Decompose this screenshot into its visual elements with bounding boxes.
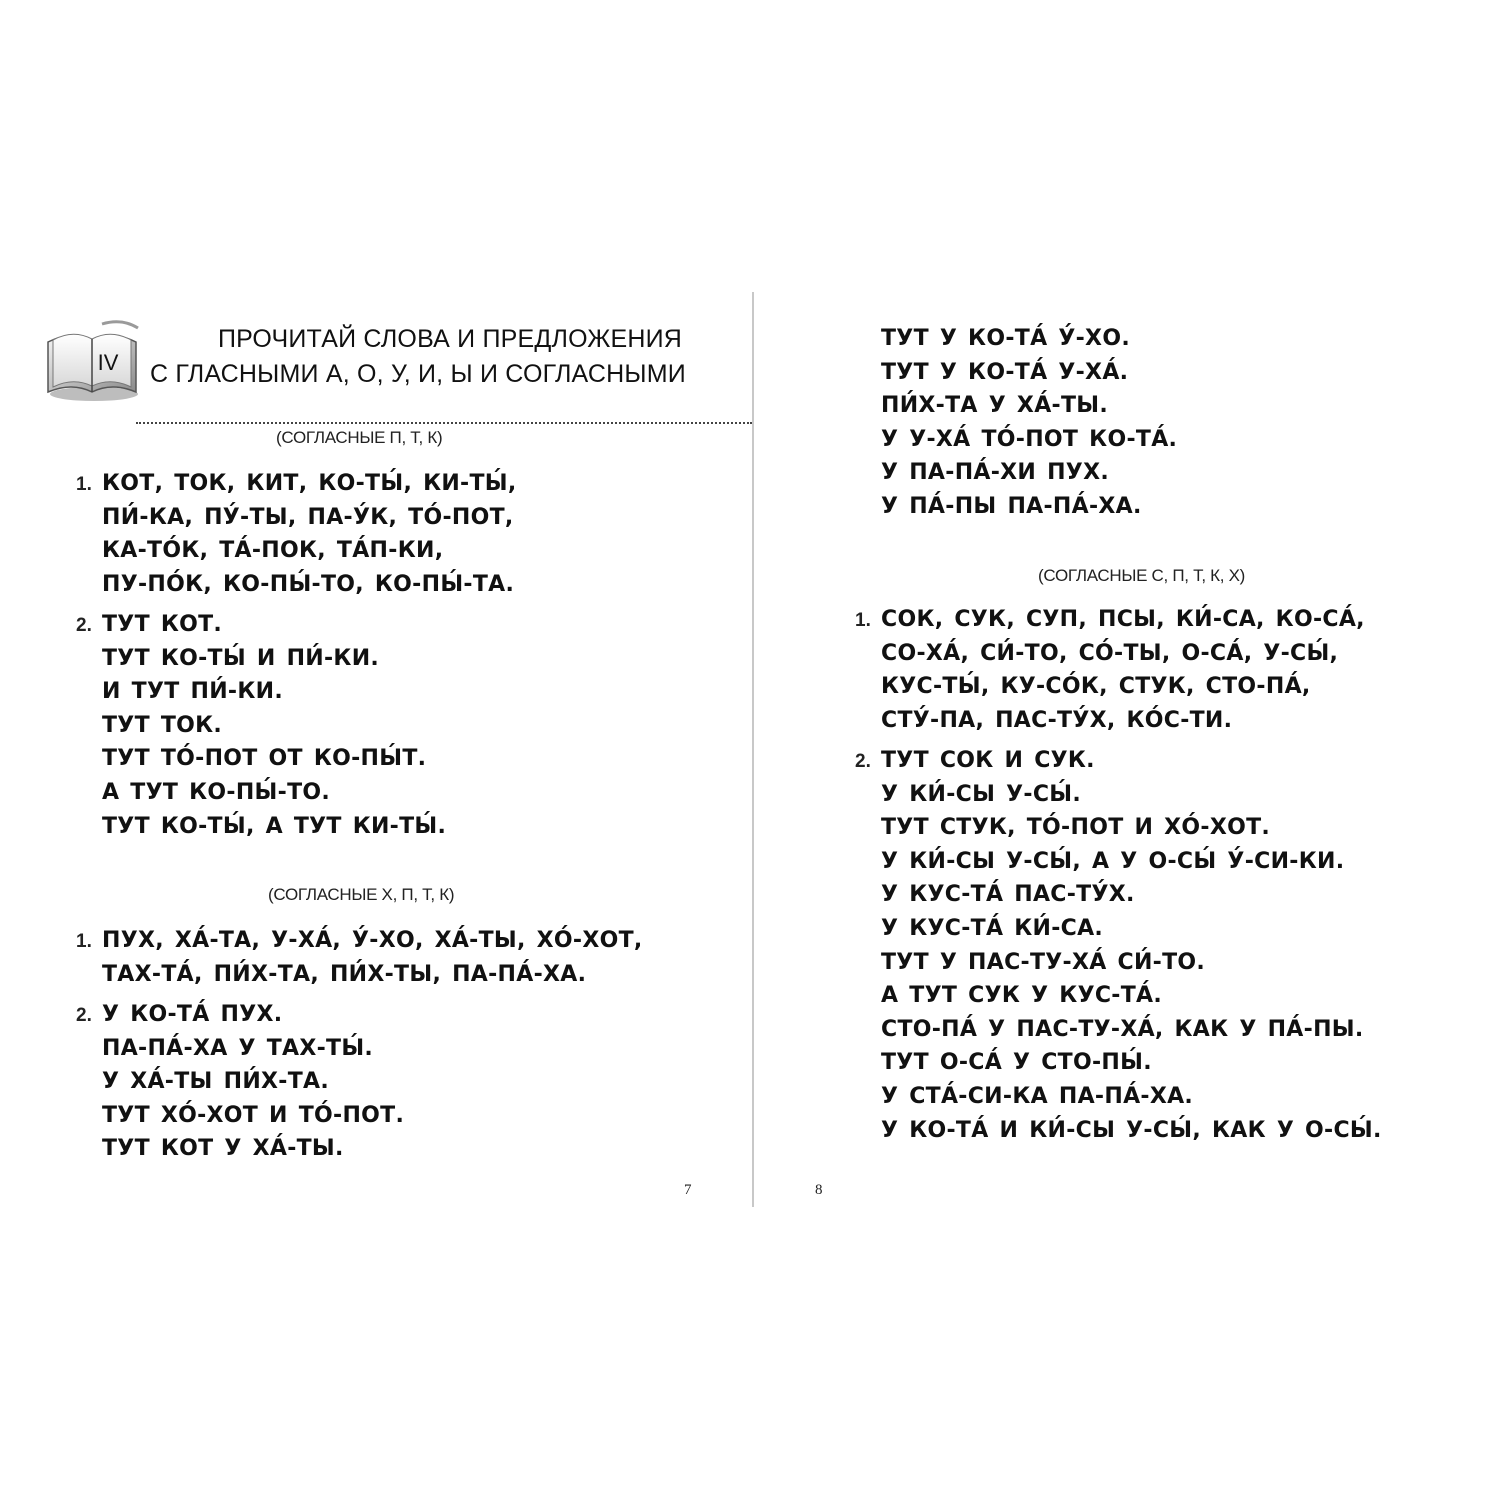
exercise-lines bbox=[102, 924, 643, 991]
text-line: ТУТ ТО́-ПОТ ОТ КО-ПЫ́Т. bbox=[102, 746, 427, 772]
text-line: КОТ, ТОК, КИТ, КО-ТЫ́, КИ-ТЫ́, bbox=[102, 471, 517, 496]
dotted-rule bbox=[136, 422, 752, 424]
exercise-number: 1. bbox=[76, 474, 92, 495]
text-line: У КУС-ТА́ КИ́-СА. bbox=[881, 915, 1104, 941]
section-label-sptkh: (СОГЛАСНЫЕ С, П, Т, К, Х) bbox=[1038, 566, 1246, 585]
text-line: У КО-ТА́ И КИ́-СЫ У-СЫ́, КАК У О-СЫ́. bbox=[881, 1117, 1382, 1143]
text-line: ТУТ У КО-ТА́ У́-ХО. bbox=[881, 326, 1130, 351]
exercise-number: 2. bbox=[855, 751, 871, 772]
text-line: У ПА-ПА́-ХИ ПУХ. bbox=[881, 460, 1109, 486]
text-line: КА-ТО́К, ТА́-ПОК, ТА́П-КИ, bbox=[102, 538, 444, 564]
text-line: ТУТ КОТ. bbox=[102, 612, 223, 637]
text-line: У ХА́-ТЫ ПИ́Х-ТА. bbox=[102, 1069, 330, 1095]
title-line-2: С ГЛАСНЫМИ А, О, У, И, Ы И СОГЛАСНЫМИ bbox=[150, 360, 686, 388]
text-line: СО-ХА́, СИ́-ТО, СО́-ТЫ, О-СА́, У-СЫ́, bbox=[881, 640, 1339, 666]
text-line: ПИ́-КА, ПУ́-ТЫ, ПА-У́К, ТО́-ПОТ, bbox=[102, 504, 514, 530]
text-line: А ТУТ КО-ПЫ́-ТО. bbox=[102, 779, 331, 805]
section-title bbox=[150, 322, 750, 392]
text-line: ПУХ, ХА́-ТА, У-ХА́, У́-ХО, ХА́-ТЫ, ХО́-ХОТ, bbox=[102, 928, 643, 953]
text-line: ТУТ О-СА́ У СТО-ПЫ́. bbox=[881, 1050, 1152, 1076]
text-line: ТУТ СОК И СУК. bbox=[881, 748, 1095, 773]
text-line: У КО-ТА́ ПУХ. bbox=[102, 1002, 283, 1027]
open-book-icon bbox=[44, 320, 140, 402]
exercise-number: 2. bbox=[76, 615, 92, 636]
section-label-ptk: (СОГЛАСНЫЕ П, Т, К) bbox=[276, 428, 443, 447]
text-line: СОК, СУК, СУП, ПСЫ, КИ́-СА, КО-СА́, bbox=[881, 607, 1365, 632]
page-number-left: 7 bbox=[684, 1182, 692, 1198]
exercise-lines bbox=[102, 998, 404, 1166]
text-line: У КИ́-СЫ У-СЫ́, А У О-СЫ́ У́-СИ-КИ. bbox=[881, 848, 1345, 874]
text-line: СТУ́-ПА, ПАС-ТУ́Х, КО́С-ТИ. bbox=[881, 707, 1233, 733]
text-line: ТУТ У ПАС-ТУ-ХА́ СИ́-ТО. bbox=[881, 949, 1206, 975]
section-label-hptk: (СОГЛАСНЫЕ Х, П, Т, К) bbox=[268, 885, 455, 904]
title-line-1: ПРОЧИТАЙ СЛОВА И ПРЕДЛОЖЕНИЯ bbox=[217, 325, 683, 353]
exercise-number: 2. bbox=[76, 1005, 92, 1026]
text-line: ТУТ СТУК, ТО́-ПОТ И ХО́-ХОТ. bbox=[881, 815, 1271, 841]
text-line: ТУТ ХО́-ХОТ И ТО́-ПОТ. bbox=[102, 1102, 405, 1128]
exercise-lines bbox=[881, 322, 1177, 524]
exercise-lines bbox=[102, 608, 446, 843]
exercise-lines bbox=[102, 467, 517, 601]
text-line: У КУС-ТА́ ПАС-ТУ́Х. bbox=[881, 882, 1135, 908]
right-page bbox=[760, 290, 1460, 1210]
exercise-lines bbox=[881, 603, 1365, 737]
text-line: У ПА́-ПЫ ПА-ПА́-ХА. bbox=[881, 493, 1142, 519]
text-line: А ТУТ СУК У КУС-ТА́. bbox=[881, 983, 1163, 1009]
exercise-number: 1. bbox=[76, 931, 92, 952]
section-badge: IV bbox=[97, 350, 119, 375]
text-line: ТУТ У КО-ТА́ У-ХА́. bbox=[881, 359, 1129, 385]
section-header bbox=[40, 320, 755, 430]
text-line: И ТУТ ПИ́-КИ. bbox=[102, 679, 284, 705]
page-number-right: 8 bbox=[815, 1182, 823, 1198]
text-line: ПУ-ПО́К, КО-ПЫ́-ТО, КО-ПЫ́-ТА. bbox=[102, 571, 515, 597]
text-line: ПА-ПА́-ХА У ТАХ-ТЫ́. bbox=[102, 1035, 374, 1061]
text-line: У КИ́-СЫ У-СЫ́. bbox=[881, 781, 1082, 807]
text-line: ПИ́Х-ТА У ХА́-ТЫ. bbox=[881, 393, 1109, 419]
text-line: У У-ХА́ ТО́-ПОТ КО-ТА́. bbox=[881, 426, 1178, 452]
exercise-number: 1. bbox=[855, 610, 871, 631]
exercise-lines bbox=[881, 744, 1382, 1147]
text-line: СТО-ПА́ У ПАС-ТУ-ХА́, КАК У ПА́-ПЫ. bbox=[881, 1016, 1364, 1042]
text-line: ТАХ-ТА́, ПИ́Х-ТА, ПИ́Х-ТЫ, ПА-ПА́-ХА. bbox=[102, 961, 587, 987]
text-line: КУС-ТЫ́, КУ-СО́К, СТУК, СТО-ПА́, bbox=[881, 674, 1311, 700]
text-line: ТУТ ТОК. bbox=[102, 712, 223, 738]
left-page bbox=[40, 290, 755, 1210]
text-line: ТУТ КОТ У ХА́-ТЫ. bbox=[102, 1136, 344, 1162]
text-line: ТУТ КО-ТЫ́ И ПИ́-КИ. bbox=[102, 645, 380, 671]
text-line: У СТА́-СИ-КА ПА-ПА́-ХА. bbox=[881, 1083, 1194, 1109]
text-line: ТУТ КО-ТЫ́, А ТУТ КИ-ТЫ́. bbox=[102, 813, 447, 839]
